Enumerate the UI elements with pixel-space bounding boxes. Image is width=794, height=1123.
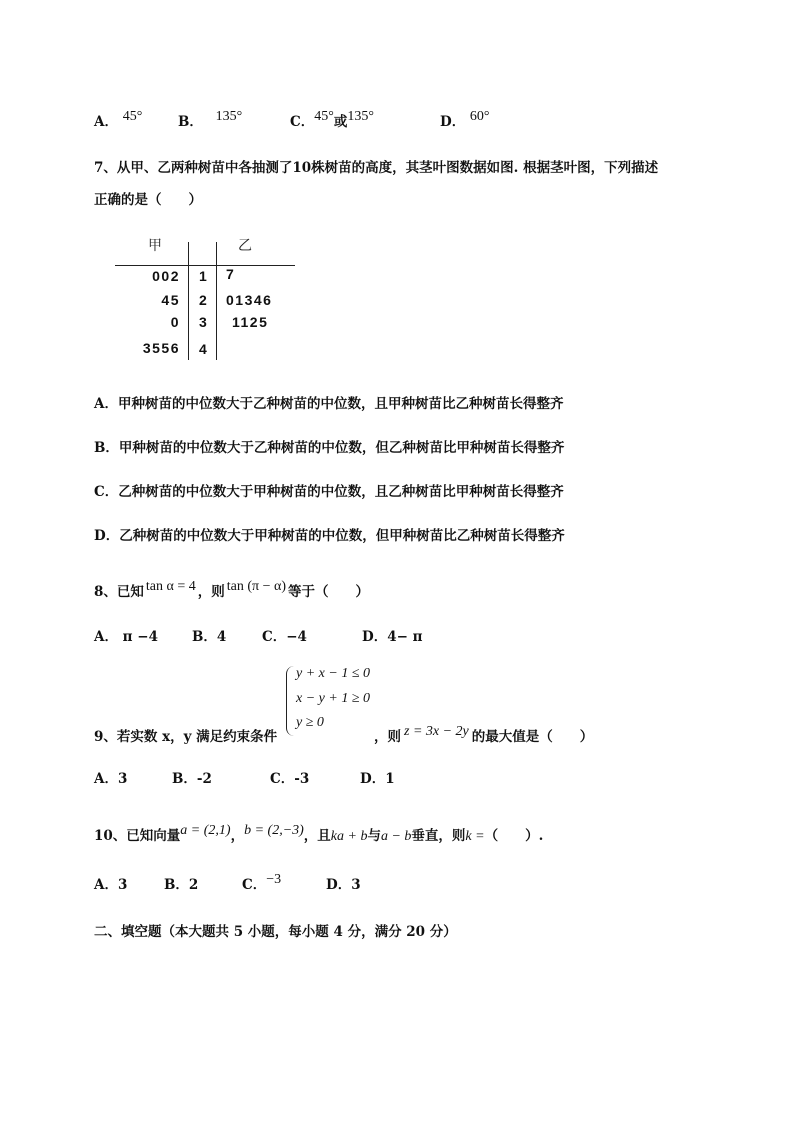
q8-option-c: C．−4 [262,629,307,645]
q6-option-b: B． 135° [178,109,243,130]
q6-option-d: D． 60° [440,109,490,130]
section-heading-fill-blank: 二、填空题（本大题共 5 小题，每小题 4 分，满分 20 分） [94,924,457,940]
plot-left-leaves: 3556 [142,340,180,356]
q10-vector-b: b = (2,−3) [244,823,304,838]
plot-stem: 4 [199,341,209,357]
q7-option-a: A．甲种树苗的中位数大于乙种树苗的中位数，且甲种树苗比乙种树苗长得整齐 [94,396,564,412]
plot-left-leaves: 45 [161,292,180,308]
q10-option-a: A．3 [94,877,128,893]
plot-horizontal-rule [115,265,295,266]
plot-vertical-rule-left [188,242,189,360]
q7-option-d: D．乙种树苗的中位数大于甲种树苗的中位数，但甲种树苗比乙种树苗长得整齐 [94,528,565,544]
plot-header-yi: 乙 [238,238,252,254]
stem-leaf-plot [110,230,310,370]
q10-stem: 10、已知向量a = (2,1)，b = (2,−3)，且ka + b与a − b垂直，则k =（ ）. [94,823,544,844]
q10-expr-1: ka + b [330,829,368,844]
q6-option-a: A． 45° [94,109,143,130]
q9-option-c: C．-3 [270,771,310,787]
plot-left-leaves: 0 [170,314,180,330]
q10-k: k = [465,829,485,844]
constraint-2: x − y + 1 ≥ 0 [296,691,371,706]
constraint-1: y + x − 1 ≤ 0 [296,666,371,681]
plot-left-leaves: 002 [152,268,180,284]
q8-option-d: D．4− π [362,629,423,645]
q8-target-expr: tan (π − α) [226,579,286,594]
plot-right-leaves: 7 [226,266,236,282]
plot-right-leaves: 1125 [232,314,269,330]
q7-option-c: C．乙种树苗的中位数大于甲种树苗的中位数，且乙种树苗比甲种树苗长得整齐 [94,484,564,500]
constraint-3: y ≥ 0 [296,715,324,730]
q9-option-a: A．3 [94,771,128,787]
q10-option-c: C．−3 [242,872,282,893]
plot-header-jia: 甲 [148,238,162,254]
q9-stem-suffix: ，则 z = 3x − 2y 的最大值是（ ） [374,724,594,745]
q9-constraint-system [286,664,386,740]
q8-option-a: A． π −4 [94,629,158,645]
q10-expr-2: a − b [380,829,412,844]
q10-option-b: B．2 [164,877,199,893]
plot-stem: 3 [199,314,209,330]
q9-stem-prefix: 9、若实数 x，y 满足约束条件 [94,729,278,745]
plot-vertical-rule-right [216,242,217,360]
plot-stem: 1 [199,268,209,284]
q7-option-b: B．甲种树苗的中位数大于乙种树苗的中位数，但乙种树苗比甲种树苗长得整齐 [94,440,565,456]
q9-option-d: D．1 [360,771,395,787]
q6-option-c: C．45°或135° [290,109,374,130]
constraint-brace [286,666,295,736]
q10-vector-a: a = (2,1) [180,823,231,838]
q8-option-b: B．4 [192,629,227,645]
q8-stem: 8、已知 tan α = 4 ，则 tan (π − α) 等于（ ） [94,579,369,600]
q9-objective: z = 3x − 2y [404,724,469,739]
q8-given-expr: tan α = 4 [145,579,196,594]
plot-stem: 2 [199,292,209,308]
q9-option-b: B．-2 [172,771,212,787]
plot-right-leaves: 01346 [226,292,273,308]
q10-option-d: D．3 [326,877,361,893]
q7-stem-line1: 7、从甲、乙两种树苗中各抽测了10株树苗的高度，其茎叶图数据如图. 根据茎叶图，下列描述 [94,160,659,176]
q7-stem-line2: 正确的是（ ） [94,192,202,208]
